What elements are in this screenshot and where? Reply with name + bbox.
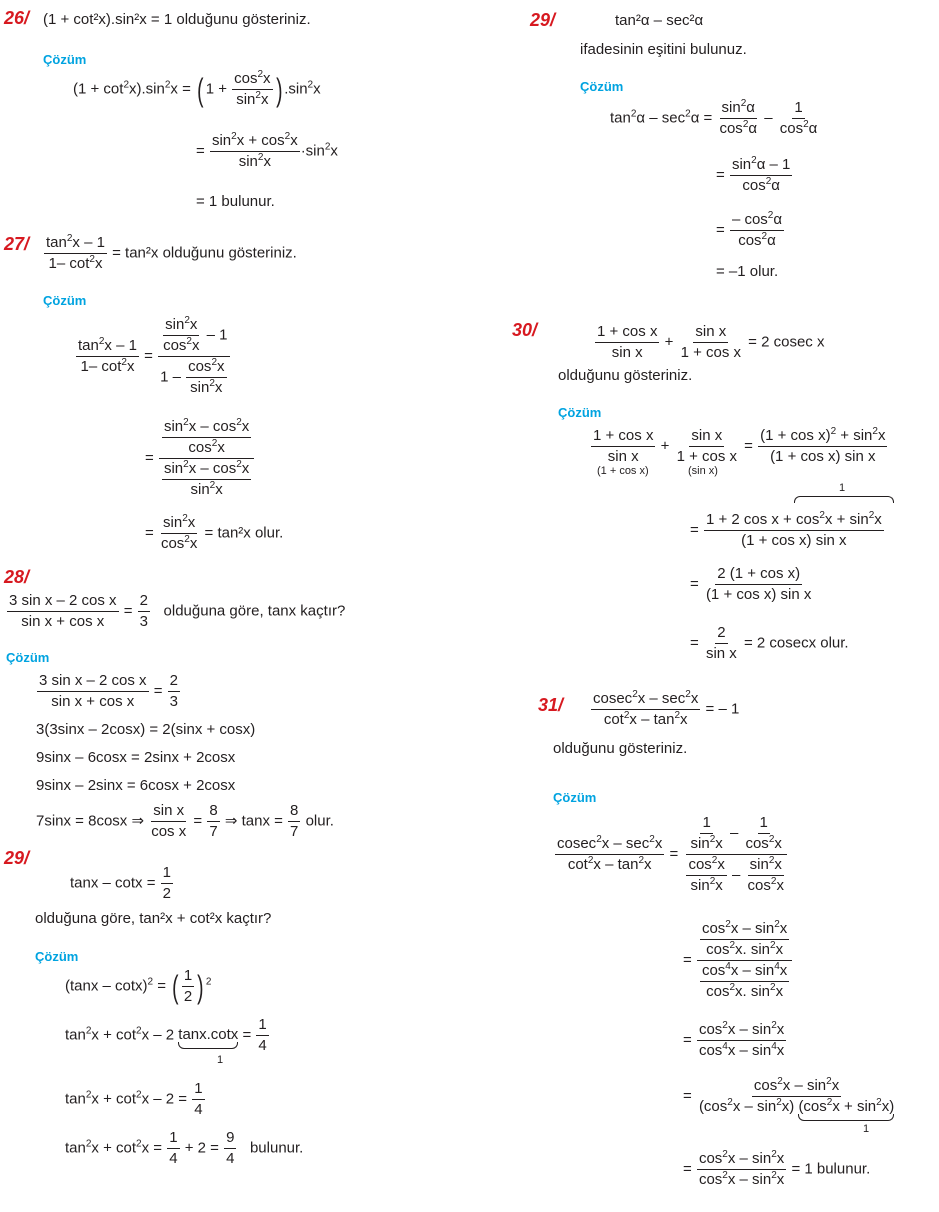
problem-31-result: = $\frac{\cos^2x - \sin^2x}{\cos^2x - \sin^2x}$ = 1 bulunur. <box>683 1149 871 1188</box>
problem-28-statement-suffix: olduğuna göre, tanx kaçtır? <box>163 602 346 620</box>
overbrace <box>794 496 894 504</box>
underbrace-31-value: 1 <box>863 1123 870 1135</box>
problem-28-step-5-suffix: olur. <box>305 812 334 830</box>
problem-28-statement: $\frac{\text{3 sin x – 2 cos x}}{\text{sin x + cos x}}$ = $\frac{2}{3}$ olduğuna göre, tanx kaçtır? <box>9 592 346 630</box>
problem-29b-result-suffix: bulunur. <box>249 1139 304 1157</box>
problem-31-statement: olduğunu gösteriniz. <box>553 740 688 757</box>
problem-29b-step-3: $\tan^2x + \cot^2x - 2$ = $\frac{1}{4}$ <box>65 1080 203 1118</box>
problem-31-number: 31/ <box>538 695 564 715</box>
problem-29a-step-1: $\tan^2\alpha - \sec^2\alpha$ = $\frac{\sin^2\alpha}{\cos^2\alpha}$ – $\frac{1}{\cos^2\alpha}$ <box>610 98 818 137</box>
problem-29b-question: olduğuna göre, tan²x + cot²x kaçtır? <box>35 910 272 927</box>
problem-30-multiplier-1: (1 + cos x) <box>597 465 649 477</box>
problem-31-step-4: = $\frac{\cos^2x - \sin^2x}{(\cos^2x - \sin^2x) (\cos^2x + \sin^2x)}$ <box>683 1077 897 1116</box>
problem-26-solution-label: Çözüm <box>43 52 87 67</box>
problem-31-solution-label: Çözüm <box>553 790 597 805</box>
underbrace-31: $(\cos^2x + \sin^2x)$ <box>798 1098 894 1116</box>
problem-26-statement: (1 + cot²x).sin²x = 1 olduğunu gösteriniz. <box>43 11 311 28</box>
problem-27-step-1: $\frac{\tan^2x - 1}{1- \cot^2x}$ = $\frac{\sin^2x}{\cos^2x}$ – 1 1 – $\frac{\cos^2x}{\sin^2x}$ <box>78 315 228 396</box>
problem-28-step-5-prefix: 7sinx = 8cosx ⇒ <box>36 812 145 830</box>
problem-30-statement: olduğunu gösteriniz. <box>558 367 693 384</box>
problem-29a-step-2: = $\frac{\sin^2\alpha - 1}{\cos^2\alpha}$ <box>716 155 791 194</box>
problem-30-step-1: $\frac{\text{1 + cos x}}{\text{sin x}}$ + $\frac{\text{sin x}}{\text{1 + cos x}}$ = $\frac{(1 + \cos x)^2 + \sin^2x}{\text{(1 + cos x) sin x}}$ <box>593 426 886 465</box>
problem-29b-step-1: (tanx – cotx)$^2$ = ( $\frac{1}{2}$ ) $^2$ <box>65 967 212 1005</box>
problem-29a-question: ifadesinin eşitini bulunuz. <box>580 41 747 58</box>
problem-27-result: = $\frac{\sin^2x}{\cos^2x}$ = tan²x olur. <box>145 513 284 552</box>
problem-27-step-2: = $\frac{\frac{\sin^2x - \cos^2x}{\cos^2x}}{\frac{\sin^2x - \cos^2x}{\sin^2x}}$ <box>145 418 255 499</box>
problem-29b-solution-label: Çözüm <box>35 949 79 964</box>
problem-31-equation: $\frac{cosec^2x - \sec^2x}{\cot^2x - \tan^2x}$ = – 1 <box>593 689 740 728</box>
problem-27-statement-suffix: = tan²x olduğunu gösteriniz. <box>112 244 297 262</box>
underbrace: tanx.cotx <box>178 1026 238 1044</box>
problem-29a-expression: tan²α – sec²α <box>615 12 704 29</box>
problem-29b-given: tanx – cotx = $\frac{1}{2}$ <box>70 864 171 902</box>
problem-28-step-1: $\frac{\text{3 sin x – 2 cos x}}{\text{sin x + cos x}}$ = $\frac{2}{3}$ <box>39 672 179 710</box>
problem-27-result-suffix: = tan²x olur. <box>204 524 284 542</box>
problem-30-step-2: = $\frac{1 + 2 \cos x + \cos^2x + \sin^2x}{\text{(1 + cos x) sin x}}$ <box>690 510 882 549</box>
problem-27-solution-label: Çözüm <box>43 293 87 308</box>
problem-28-solution-label: Çözüm <box>6 650 50 665</box>
problem-28-step-3: 9sinx – 6cosx = 2sinx + 2cosx <box>36 749 236 766</box>
underbrace-value: 1 <box>217 1054 224 1066</box>
problem-31-step-3: = $\frac{\cos^2x - \sin^2x}{\cos^4x - \sin^4x}$ <box>683 1020 785 1059</box>
problem-26-result: = 1 bulunur. <box>196 193 275 210</box>
problem-26-step-1: $(1 + \cot^2x).\sin^2x$ = ( 1 + $\frac{\cos^2x}{\sin^2x}$ ) $.\sin^2x$ <box>73 69 321 108</box>
overbrace-value: 1 <box>839 482 846 494</box>
problem-27-statement: $\frac{\tan^2x - 1}{1- \cot^2x}$ = tan²x olduğunu gösteriniz. <box>46 233 297 272</box>
problem-29b-given-text: tanx – cotx = <box>70 874 156 892</box>
problem-30-equation: $\frac{\text{1 + cos x}}{\text{sin x}}$ + $\frac{\text{sin x}}{\text{1 + cos x}}$ = 2 cosec x <box>597 323 825 361</box>
problem-29b-result: $\tan^2x + \cot^2x$ = $\frac{1}{4}$ + 2 = $\frac{9}{4}$ bulunur. <box>65 1129 304 1167</box>
problem-28-number: 28/ <box>4 567 30 587</box>
problem-29b-number: 29/ <box>4 848 30 868</box>
problem-30-number: 30/ <box>512 320 538 340</box>
problem-30-result-suffix: olur. <box>820 634 849 652</box>
problem-29a-result: = –1 olur. <box>716 263 779 280</box>
problem-27-number: 27/ <box>4 234 30 254</box>
problem-30-solution-label: Çözüm <box>558 405 602 420</box>
problem-26-step-2: = $\frac{\sin^2x + \cos^2x}{\sin^2x}$ $\cdot\sin^2x$ <box>196 131 338 170</box>
problem-26-number: 26/ <box>4 8 30 28</box>
problem-29a-number: 29/ <box>530 10 556 30</box>
problem-30-step-3: = $\frac{\text{2 (1 + cos x)}}{\text{(1 + cos x) sin x}}$ <box>690 565 812 603</box>
problem-29a-step-3: = $\frac{- \cos^2\alpha}{\cos^2\alpha}$ <box>716 210 783 249</box>
problem-29b-step-2: $\tan^2x + \cot^2x - 2$ tanx.cotx = $\frac{1}{4}$ <box>65 1016 267 1054</box>
problem-28-step-5: 7sinx = 8cosx ⇒ $\frac{\text{sin x}}{\text{cos x}}$ = $\frac{8}{7}$ ⇒ tanx = $\frac{8}{7}$ olur. <box>36 802 334 840</box>
problem-31-result-suffix: = 1 bulunur. <box>791 1160 871 1178</box>
problem-31-step-1: $\frac{cosec^2x - \sec^2x}{\cot^2x - \tan^2x}$ = $\frac{1}{\sin^2x}$ – $\frac{1}{\cos^2x}$ $\frac{\cos^2x}{\sin^2x}$ – $\frac{\sin^2x}{\cos^2x}$ <box>554 814 790 895</box>
problem-28-step-2: 3(3sinx – 2cosx) = 2(sinx + cosx) <box>36 721 256 738</box>
problem-29a-solution-label: Çözüm <box>580 79 624 94</box>
problem-30-result: = $\frac{2}{\text{sin x}}$ = 2 cosecx olur. <box>690 624 849 662</box>
problem-31-step-2: = $\frac{\frac{\cos^2x - \sin^2x}{\cos^2x. \sin^2x}}{\frac{\cos^4x - \sin^4x}{\cos^2x. \sin^2x}}$ <box>683 920 793 1001</box>
problem-30-multiplier-2: (sin x) <box>688 465 718 477</box>
problem-28-step-4: 9sinx – 2sinx = 6cosx + 2cosx <box>36 777 236 794</box>
